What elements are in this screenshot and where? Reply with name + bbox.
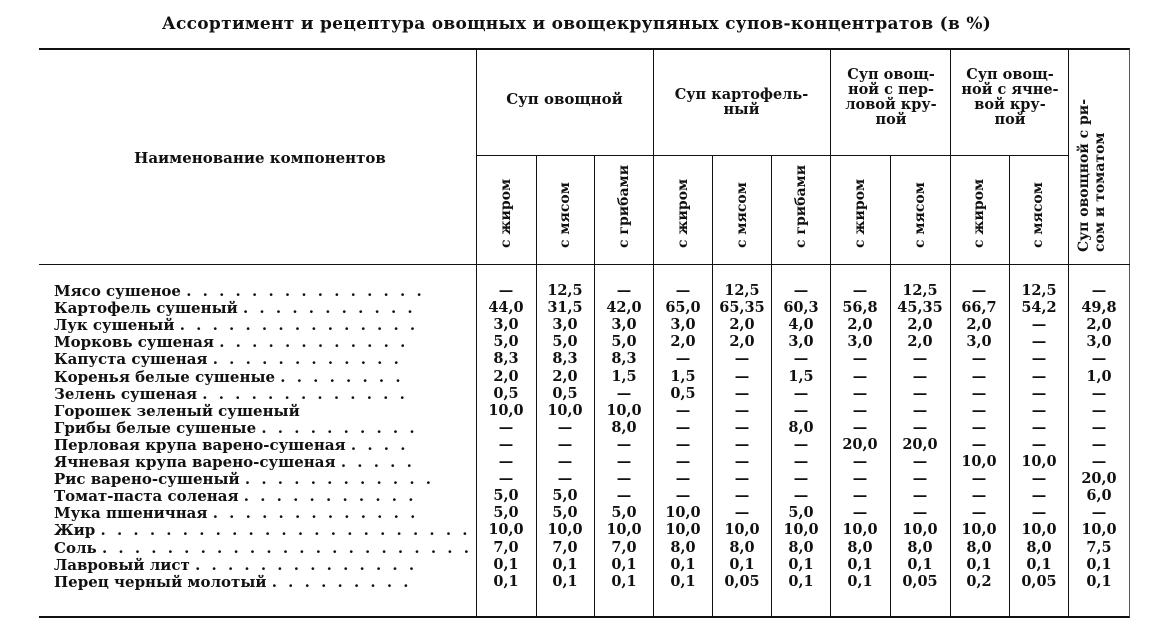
- table-cell: 1,5: [788, 367, 814, 385]
- leader-dots: . . . . . . . .: [280, 367, 404, 386]
- table-cell: 1,5: [670, 367, 696, 385]
- table-cell: 66,7: [961, 299, 997, 317]
- component-column-header: Наименование компонентов: [134, 149, 386, 167]
- table-cell: —: [1031, 418, 1047, 436]
- component-name: Жир: [54, 521, 96, 540]
- table-cell: 0,1: [1086, 555, 1112, 573]
- table-cell: —: [1091, 504, 1107, 522]
- group-header-soup-potato: Суп картофель- ный: [674, 86, 809, 118]
- leader-dots: . . . . . . . . . . .: [243, 487, 417, 506]
- subcolumn-divider: [712, 155, 713, 618]
- table-cell: 8,0: [788, 418, 814, 436]
- table-cell: —: [971, 470, 987, 488]
- leader-dots: . . . . . . . . . . . . .: [202, 384, 408, 403]
- page-title: Ассортимент и рецептура овощных и овощекрупяных супов-концентратов (в %): [161, 14, 992, 34]
- group-header-soup-rice-tomato: Суп овощной с ри- сом и томатом: [1076, 98, 1108, 252]
- table-cell: —: [793, 453, 809, 470]
- table-cell: 56,8: [842, 299, 878, 317]
- table-cell: —: [912, 487, 928, 505]
- table-cell: 5,0: [493, 333, 519, 351]
- table-cell: —: [734, 453, 750, 470]
- table-cell: —: [498, 453, 514, 470]
- table-cell: 0,1: [552, 572, 578, 590]
- subcol-header: с жиром: [498, 178, 514, 248]
- table-cell: —: [912, 384, 928, 402]
- component-name: Зелень сушеная: [54, 384, 198, 403]
- table-cell: 2,0: [907, 333, 933, 351]
- component-name: Рис варено-сушеный: [54, 470, 240, 489]
- component-name: Морковь сушеная: [54, 333, 214, 352]
- table-cell: —: [616, 453, 632, 470]
- table-cell: —: [616, 487, 632, 505]
- table-cell: —: [852, 367, 868, 385]
- table-cell: 10,0: [665, 504, 701, 522]
- table-cell: 0,1: [611, 555, 637, 573]
- table-cell: 0,1: [670, 555, 696, 573]
- table-cell: 10,0: [961, 521, 997, 539]
- table-cell: 10,0: [606, 521, 642, 539]
- table-cell: 7,0: [552, 538, 578, 556]
- table-row-label: [54, 437, 408, 453]
- subcolumn-divider: [1009, 155, 1010, 618]
- group-header-soup-barley: Суп овощ- ной с ячне- вой кру- пой: [961, 66, 1059, 128]
- table-cell: 65,0: [665, 299, 701, 317]
- subcol-header: с грибами: [616, 164, 632, 248]
- table-cell: 10,0: [547, 401, 583, 419]
- table-cell: —: [1091, 418, 1107, 436]
- table-cell: —: [1031, 470, 1047, 488]
- table-cell: —: [498, 418, 514, 436]
- table-cell: —: [557, 470, 573, 488]
- table-cell: 7,0: [611, 538, 637, 556]
- table-cell: —: [852, 453, 868, 470]
- table-cell: 0,1: [611, 572, 637, 590]
- table-cell: —: [1031, 350, 1047, 368]
- table-cell: —: [675, 401, 691, 419]
- table-cell: 0,1: [552, 555, 578, 573]
- component-name: Коренья белые сушеные: [54, 367, 276, 386]
- leader-dots: . . . . . . . . . . . . . . .: [179, 316, 419, 335]
- table-row-label: [54, 386, 408, 402]
- table-cell: —: [1031, 333, 1047, 351]
- table-cell: 5,0: [493, 504, 519, 522]
- leader-dots: . . . . . . . . . . . . . . . . . . . . . . .: [101, 538, 472, 557]
- table-cell: 2,0: [493, 367, 519, 385]
- table-cell: —: [793, 435, 809, 453]
- subcolumn-divider: [594, 155, 595, 618]
- table-row-label: [54, 300, 416, 316]
- table-cell: 8,3: [493, 350, 519, 368]
- table-cell: —: [912, 367, 928, 385]
- table-cell: —: [616, 282, 632, 299]
- table-cell: 0,1: [493, 572, 519, 590]
- table-cell: —: [557, 453, 573, 470]
- leader-dots: . . . . . . . . . . . . . . .: [186, 282, 425, 300]
- table-cell: 5,0: [788, 504, 814, 522]
- table-cell: —: [1091, 350, 1107, 368]
- table-cell: 8,0: [670, 538, 696, 556]
- table-cell: 3,0: [966, 333, 992, 351]
- table-cell: —: [793, 470, 809, 488]
- table-cell: —: [852, 470, 868, 488]
- table-cell: —: [1031, 384, 1047, 402]
- table-cell: —: [912, 418, 928, 436]
- component-name: Картофель сушеный: [54, 299, 238, 318]
- table-cell: —: [1031, 316, 1047, 334]
- table-cell: 8,0: [1026, 538, 1052, 556]
- table-cell: 7,0: [493, 538, 519, 556]
- table-cell: 8,3: [611, 350, 637, 368]
- table-cell: 0,05: [724, 572, 760, 590]
- table-cell: —: [1031, 367, 1047, 385]
- table-cell: 10,0: [902, 521, 938, 539]
- table-cell: 2,0: [847, 316, 873, 334]
- table-cell: 65,35: [719, 299, 765, 317]
- component-name: Мясо сушеное: [54, 282, 181, 300]
- table-cell: —: [852, 401, 868, 419]
- table-row-label: [54, 334, 408, 350]
- group-header-underline: [476, 155, 1068, 156]
- table-cell: 10,0: [961, 453, 997, 470]
- table-cell: 2,0: [1086, 316, 1112, 334]
- table-cell: 2,0: [729, 316, 755, 334]
- table-cell: —: [1091, 435, 1107, 453]
- table-cell: —: [912, 401, 928, 419]
- table-cell: 8,0: [788, 538, 814, 556]
- subcol-header: с мясом: [912, 182, 928, 248]
- table-row-label: [54, 317, 418, 333]
- subcol-header: с грибами: [793, 164, 809, 248]
- table-cell: 0,05: [902, 572, 938, 590]
- table-cell: —: [912, 453, 928, 470]
- table-cell: 0,1: [1086, 572, 1112, 590]
- table-cell: 0,5: [493, 384, 519, 402]
- table-cell: 20,0: [1081, 470, 1117, 488]
- table-row-label: [54, 420, 418, 436]
- table-cell: —: [557, 418, 573, 436]
- leader-dots: . . . . . . . . .: [271, 572, 412, 591]
- table-row-label: [54, 522, 471, 538]
- leader-dots: . . . . . . . . . . . . . . . . . . . . . . .: [100, 521, 471, 540]
- table-row-label: [54, 488, 416, 504]
- table-cell: 10,0: [547, 521, 583, 539]
- table-cell: 5,0: [552, 504, 578, 522]
- table-cell: 2,0: [966, 316, 992, 334]
- table-cell: 8,0: [907, 538, 933, 556]
- table-cell: —: [498, 435, 514, 453]
- table-cell: 0,1: [670, 572, 696, 590]
- table-cell: —: [793, 401, 809, 419]
- table-cell: —: [971, 401, 987, 419]
- table-cell: —: [675, 418, 691, 436]
- table-cell: 10,0: [783, 521, 819, 539]
- component-name: Лавровый лист: [54, 555, 190, 574]
- table-cell: —: [734, 384, 750, 402]
- table-cell: —: [793, 350, 809, 368]
- subcol-header: с жиром: [852, 178, 868, 248]
- group-header-soup-pearl-barley: Суп овощ- ной с пер- ловой кру- пой: [845, 66, 937, 128]
- component-name: Ячневая крупа варено-сушеная: [54, 453, 336, 471]
- table-cell: 12,5: [902, 282, 938, 299]
- table-row-label: [54, 351, 402, 367]
- table-row-label: [54, 454, 415, 470]
- table-cell: —: [852, 282, 868, 299]
- table-cell: 60,3: [783, 299, 819, 317]
- leader-dots: . . . . . . . . . . . . . .: [195, 555, 418, 574]
- table-cell: 3,0: [611, 316, 637, 334]
- column-divider: [1068, 48, 1069, 618]
- leader-dots: . . . . . . . . . . . .: [212, 350, 402, 369]
- table-cell: —: [971, 435, 987, 453]
- table-cell: —: [971, 384, 987, 402]
- table-cell: 2,0: [670, 333, 696, 351]
- table-cell: 3,0: [847, 333, 873, 351]
- table-cell: 5,0: [611, 504, 637, 522]
- table-cell: 0,1: [788, 555, 814, 573]
- table-cell: 3,0: [1086, 333, 1112, 351]
- table-cell: 10,0: [724, 521, 760, 539]
- table-cell: 10,0: [1021, 453, 1057, 470]
- table-cell: 0,05: [1021, 572, 1057, 590]
- table-cell: —: [793, 487, 809, 505]
- table-cell: —: [734, 470, 750, 488]
- table-row-label: [54, 505, 418, 521]
- table-cell: —: [1031, 504, 1047, 522]
- table-cell: 10,0: [1021, 521, 1057, 539]
- table-cell: —: [971, 282, 987, 299]
- table-cell: 5,0: [552, 333, 578, 351]
- table-cell: —: [852, 487, 868, 505]
- subcol-header: с мясом: [1030, 182, 1046, 248]
- table-row-label: [54, 403, 300, 419]
- table-cell: —: [793, 282, 809, 299]
- table-cell: 8,0: [966, 538, 992, 556]
- table-cell: 8,0: [847, 538, 873, 556]
- table-cell: 44,0: [488, 299, 524, 317]
- table-cell: 0,1: [907, 555, 933, 573]
- table-cell: —: [852, 384, 868, 402]
- table-cell: —: [557, 435, 573, 453]
- table-cell: 1,5: [611, 367, 637, 385]
- table-cell: 0,1: [1026, 555, 1052, 573]
- table-cell: 10,0: [488, 521, 524, 539]
- table-cell: 20,0: [902, 435, 938, 453]
- table-cell: 12,5: [724, 282, 760, 299]
- component-name: Соль: [54, 538, 97, 557]
- component-name: Грибы белые сушеные: [54, 418, 257, 437]
- subcol-header: с жиром: [971, 178, 987, 248]
- table-cell: —: [675, 453, 691, 470]
- subcolumn-divider: [771, 155, 772, 618]
- component-name: Перловая крупа варено-сушеная: [54, 435, 346, 454]
- leader-dots: . . . . .: [340, 453, 415, 471]
- table-cell: 31,5: [547, 299, 583, 317]
- table-cell: 3,0: [552, 316, 578, 334]
- table-cell: 0,1: [493, 555, 519, 573]
- column-divider: [476, 48, 477, 618]
- table-cell: 5,0: [611, 333, 637, 351]
- table-cell: —: [971, 367, 987, 385]
- table-cell: 0,1: [729, 555, 755, 573]
- table-cell: 3,0: [493, 316, 519, 334]
- subcol-header: с жиром: [675, 178, 691, 248]
- leader-dots: . . . . . . . . . . .: [242, 299, 416, 318]
- table-cell: —: [734, 504, 750, 522]
- table-cell: —: [675, 487, 691, 505]
- table-cell: 4,0: [788, 316, 814, 334]
- header-bottom-rule: [39, 264, 1130, 265]
- table-cell: —: [734, 401, 750, 419]
- table-cell: —: [498, 470, 514, 488]
- table-cell: —: [1091, 282, 1107, 299]
- table-cell: —: [793, 384, 809, 402]
- table-cell: —: [1031, 487, 1047, 505]
- table-cell: —: [1091, 384, 1107, 402]
- table-cell: 45,35: [897, 299, 943, 317]
- table-cell: —: [852, 350, 868, 368]
- component-name: Лук сушеный: [54, 316, 175, 335]
- table-cell: 5,0: [493, 487, 519, 505]
- table-cell: 5,0: [552, 487, 578, 505]
- table-row-label: [54, 471, 434, 487]
- table-cell: 12,5: [547, 282, 583, 299]
- table-cell: 0,1: [788, 572, 814, 590]
- table-cell: —: [1091, 401, 1107, 419]
- table-cell: 54,2: [1021, 299, 1057, 317]
- table-cell: —: [734, 418, 750, 436]
- subcolumn-divider: [890, 155, 891, 618]
- table-row-label: [54, 369, 404, 385]
- table-cell: 8,3: [552, 350, 578, 368]
- table-cell: —: [852, 418, 868, 436]
- column-divider: [653, 48, 654, 618]
- table-cell: 10,0: [488, 401, 524, 419]
- table-cell: 10,0: [665, 521, 701, 539]
- table-cell: 42,0: [606, 299, 642, 317]
- table-cell: 20,0: [842, 435, 878, 453]
- table-cell: 3,0: [670, 316, 696, 334]
- table-cell: —: [971, 487, 987, 505]
- table-cell: —: [912, 350, 928, 368]
- component-name: Мука пшеничная: [54, 504, 208, 523]
- group-header-soup-vegetable: Суп овощной: [506, 90, 623, 108]
- table-row-label: [54, 283, 425, 299]
- component-name: Томат-паста соленая: [54, 487, 239, 506]
- table-cell: —: [675, 435, 691, 453]
- table-cell: 1,0: [1086, 367, 1112, 385]
- leader-dots: . . . . . . . . . . . .: [219, 333, 409, 352]
- component-name: Перец черный молотый: [54, 572, 267, 591]
- table-row-label: [54, 540, 472, 556]
- subcol-header: с мясом: [557, 182, 573, 248]
- table-cell: 0,1: [847, 555, 873, 573]
- table-cell: 0,5: [670, 384, 696, 402]
- table-cell: 6,0: [1086, 487, 1112, 505]
- table-cell: 0,1: [847, 572, 873, 590]
- table-cell: —: [734, 435, 750, 453]
- table-cell: —: [912, 504, 928, 522]
- table-cell: 10,0: [842, 521, 878, 539]
- table-cell: 0,5: [552, 384, 578, 402]
- leader-dots: . . . . . . . . . .: [261, 418, 418, 437]
- table-cell: —: [1031, 401, 1047, 419]
- table-cell: —: [734, 487, 750, 505]
- table-cell: —: [734, 350, 750, 368]
- table-cell: —: [971, 350, 987, 368]
- table-cell: —: [971, 504, 987, 522]
- table-cell: 0,2: [966, 572, 992, 590]
- table-cell: —: [912, 470, 928, 488]
- table-cell: 10,0: [1081, 521, 1117, 539]
- table-cell: 7,5: [1086, 538, 1112, 556]
- table-cell: —: [675, 470, 691, 488]
- table-cell: 8,0: [611, 418, 637, 436]
- column-divider: [830, 48, 831, 618]
- table-cell: 12,5: [1021, 282, 1057, 299]
- subcol-header: с мясом: [734, 182, 750, 248]
- table-cell: 3,0: [788, 333, 814, 351]
- table-cell: —: [852, 504, 868, 522]
- table-cell: —: [498, 282, 514, 299]
- table-cell: 10,0: [606, 401, 642, 419]
- table-cell: 2,0: [907, 316, 933, 334]
- table-cell: 2,0: [729, 333, 755, 351]
- table-cell: —: [675, 350, 691, 368]
- table-cell: —: [616, 470, 632, 488]
- component-name: Капуста сушеная: [54, 350, 208, 369]
- leader-dots: . . . . . . . . . . . . .: [212, 504, 419, 523]
- table-cell: —: [734, 367, 750, 385]
- table-cell: 8,0: [729, 538, 755, 556]
- component-name: Горошек зеленый сушеный: [54, 401, 300, 420]
- table-cell: —: [616, 435, 632, 453]
- table-cell: 0,1: [966, 555, 992, 573]
- leader-dots: . . . . . . . . . . . .: [244, 470, 435, 489]
- table-cell: —: [971, 418, 987, 436]
- table-row-label: [54, 557, 417, 573]
- table-cell: —: [616, 384, 632, 402]
- table-cell: 2,0: [552, 367, 578, 385]
- table-cell: 49,8: [1081, 299, 1117, 317]
- table-cell: —: [675, 282, 691, 299]
- table-row-label: [54, 574, 412, 590]
- table-cell: —: [1091, 453, 1107, 470]
- leader-dots: . . . .: [350, 435, 409, 454]
- table-cell: —: [1031, 435, 1047, 453]
